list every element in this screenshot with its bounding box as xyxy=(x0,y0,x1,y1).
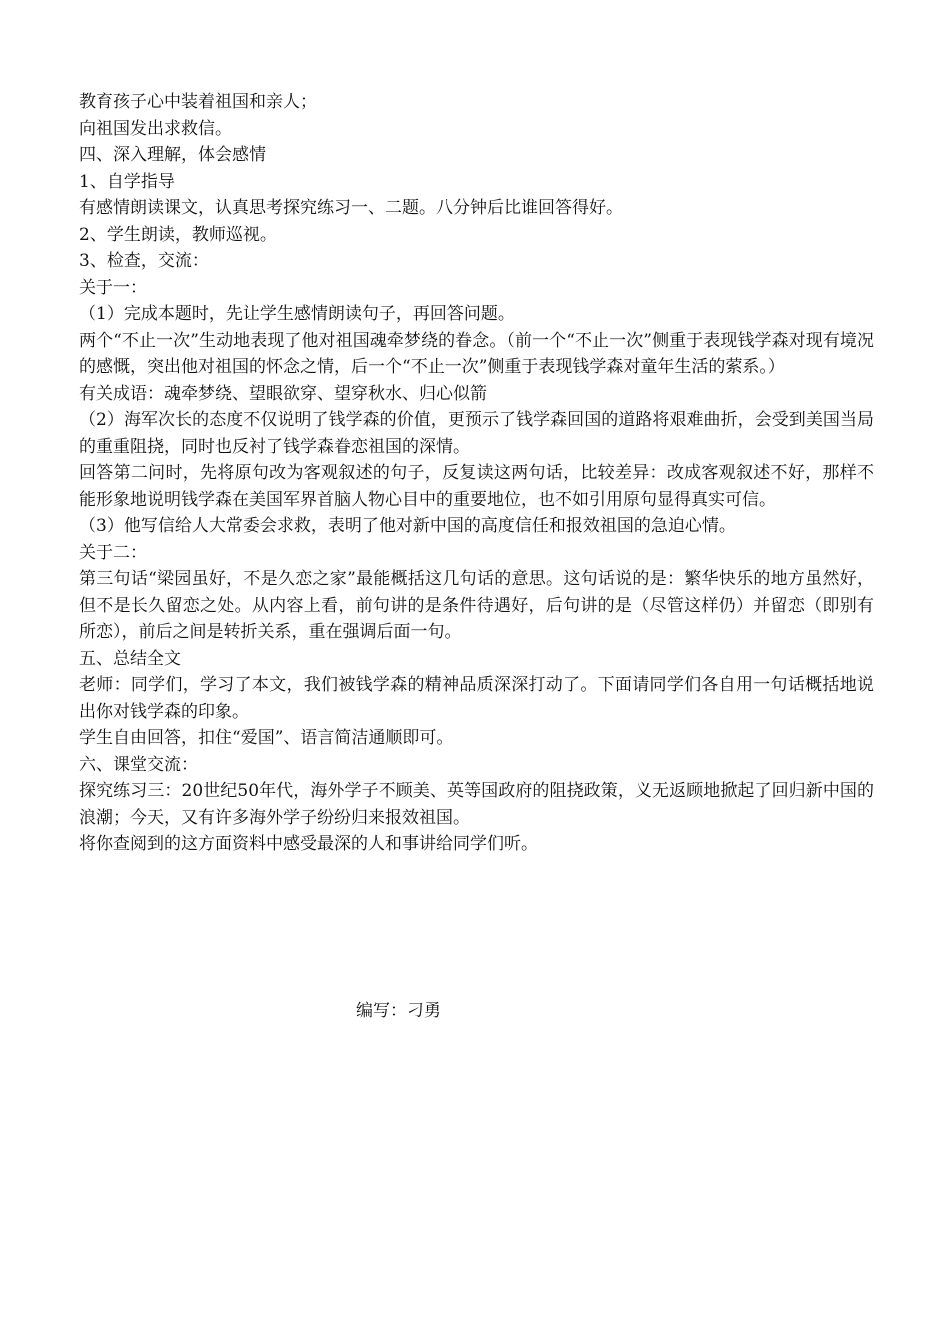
section-heading: 四、深入理解，体会感情 xyxy=(79,145,266,165)
author-signature: 编写：刁勇 xyxy=(356,1001,441,1021)
subsection-heading: 2、学生朗读，教师巡视。 xyxy=(79,224,277,245)
paragraph: 教育孩子心中装着祖国和亲人； xyxy=(79,92,317,112)
document-body xyxy=(79,89,874,858)
subsection-heading: 1、自学指导 xyxy=(79,171,175,192)
paragraph: 关于一： xyxy=(79,277,147,298)
paragraph: （3）他写信给人大常委会求救，表明了他对新中国的高度信任和报效祖国的急迫心情。 xyxy=(79,516,736,536)
subsection-heading: 3、检查，交流： xyxy=(79,251,209,271)
paragraph: （2）海军次长的态度不仅说明了钱学森的价值，更预示了钱学森回国的道路将艰难曲折，会受到美国当局的重重阻挠，同时也反衬了钱学森眷恋祖国的深情。 xyxy=(79,410,874,457)
paragraph: 将你查阅到的这方面资料中感受最深的人和事讲给同学们听。 xyxy=(79,834,538,854)
paragraph: 向祖国发出求救信。 xyxy=(79,118,232,139)
paragraph: 关于二： xyxy=(79,542,147,563)
paragraph: 有感情朗读课文，认真思考探究练习一、二题。八分钟后比谁回答得好。 xyxy=(79,198,623,218)
paragraph: 回答第二问时，先将原句改为客观叙述的句子，反复读这两句话，比较差异：改成客观叙述不好，那样不能形象地说明钱学森在美国军界首脑人物心目中的重要地位，也不如引用原句显得真实可信。 xyxy=(79,463,874,510)
section-heading: 六、课堂交流： xyxy=(79,754,198,775)
section-heading: 五、总结全文 xyxy=(79,648,181,669)
paragraph: 学生自由回答，扣住“爱国”、语言简洁通顺即可。 xyxy=(79,728,454,748)
paragraph: 老师：同学们，学习了本文，我们被钱学森的精神品质深深打动了。下面请同学们各自用一句话概括地说出你对钱学森的印象。 xyxy=(79,675,874,722)
paragraph: （1）完成本题时，先让学生感情朗读句子，再回答问题。 xyxy=(79,304,515,324)
paragraph: 两个“不止一次”生动地表现了他对祖国魂牵梦绕的眷念。（前一个“不止一次”侧重于表现钱学森对现有境况的感慨，突出他对祖国的怀念之情，后一个“不止一次”侧重于表现钱学森对童年生活的萦系。） xyxy=(79,330,874,377)
paragraph: 有关成语：魂牵梦绕、望眼欲穿、望穿秋水、归心似箭 xyxy=(79,383,487,404)
paragraph: 探究练习三：20世纪50年代，海外学子不顾美、英等国政府的阻挠政策，义无返顾地掀起了回归新中国的浪潮；今天，又有许多海外学子纷纷归来报效祖国。 xyxy=(79,781,874,828)
paragraph: 第三句话“梁园虽好，不是久恋之家”最能概括这几句话的意思。这句话说的是：繁华快乐的地方虽然好，但不是长久留恋之处。从内容上看，前句讲的是条件待遇好，后句讲的是（尽管这样仍）并留恋（即别有所恋），前后之间是转折关系，重在强调后面一句。 xyxy=(79,569,874,642)
